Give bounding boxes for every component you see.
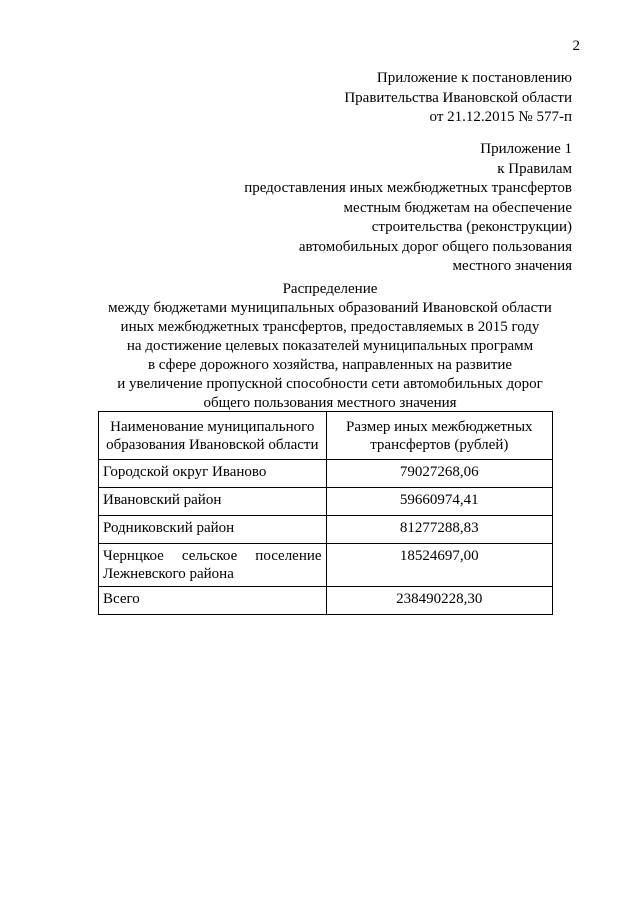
title-line: иных межбюджетных трансфертов, предоставляемых в 2015 году [120,319,540,335]
header-amount: Размер иных межбюджетных трансфертов (рублей) [326,412,552,460]
appendix-rules-line: Приложение 1 [480,141,572,157]
row-amount: 18524697,00 [326,544,552,587]
appendix-reference [344,69,572,128]
appendix-line: Приложение к постановлению [376,70,572,86]
row-name: Ивановский район [99,488,327,516]
total-name: Всего [99,587,327,615]
document-title [80,280,580,413]
title-line: на достижение целевых показателей муниципальных программ [126,338,534,354]
title-line: между бюджетами муниципальных образований Ивановской области [108,300,552,316]
title-line: и увеличение пропускной способности сети автомобильных дорог [117,376,543,392]
table-total-row [99,587,553,615]
appendix-rules-line: к Правилам [497,160,572,177]
title-line: Распределение [282,281,378,297]
appendix-rules-line: строительства (реконструкции) [371,219,572,235]
total-amount: 238490228,30 [326,587,552,615]
appendix-line: от 21.12.2015 № 577-п [429,109,572,125]
title-line: общего пользования местного значения [203,395,457,411]
appendix-rules-reference [244,140,572,277]
appendix-rules-line: предоставления иных межбюджетных трансфертов [244,180,572,196]
header-name: Наименование муниципального образования Ивановской области [99,412,327,460]
appendix-rules-line: местного значения [452,258,572,274]
table-row [99,488,553,516]
table-row [99,544,553,587]
table-row [99,516,553,544]
table-row [99,460,553,488]
row-amount: 59660974,41 [326,488,552,516]
distribution-table [98,411,553,615]
appendix-rules-line: автомобильных дорог общего пользования [298,238,572,255]
row-amount: 81277288,83 [326,516,552,544]
row-amount: 79027268,06 [326,460,552,488]
appendix-line: Правительства Ивановской области [344,89,572,106]
row-name: Городской округ Иваново [99,460,327,488]
title-line: в сфере дорожного хозяйства, направленных на развитие [147,357,513,373]
page-number: 2 [572,38,580,54]
row-name: Родниковский район [99,516,327,544]
table-header-row [99,412,553,460]
row-name: Чернцкое сельское поселение Лежневского района [99,544,327,587]
appendix-rules-line: местным бюджетам на обеспечение [343,199,572,216]
